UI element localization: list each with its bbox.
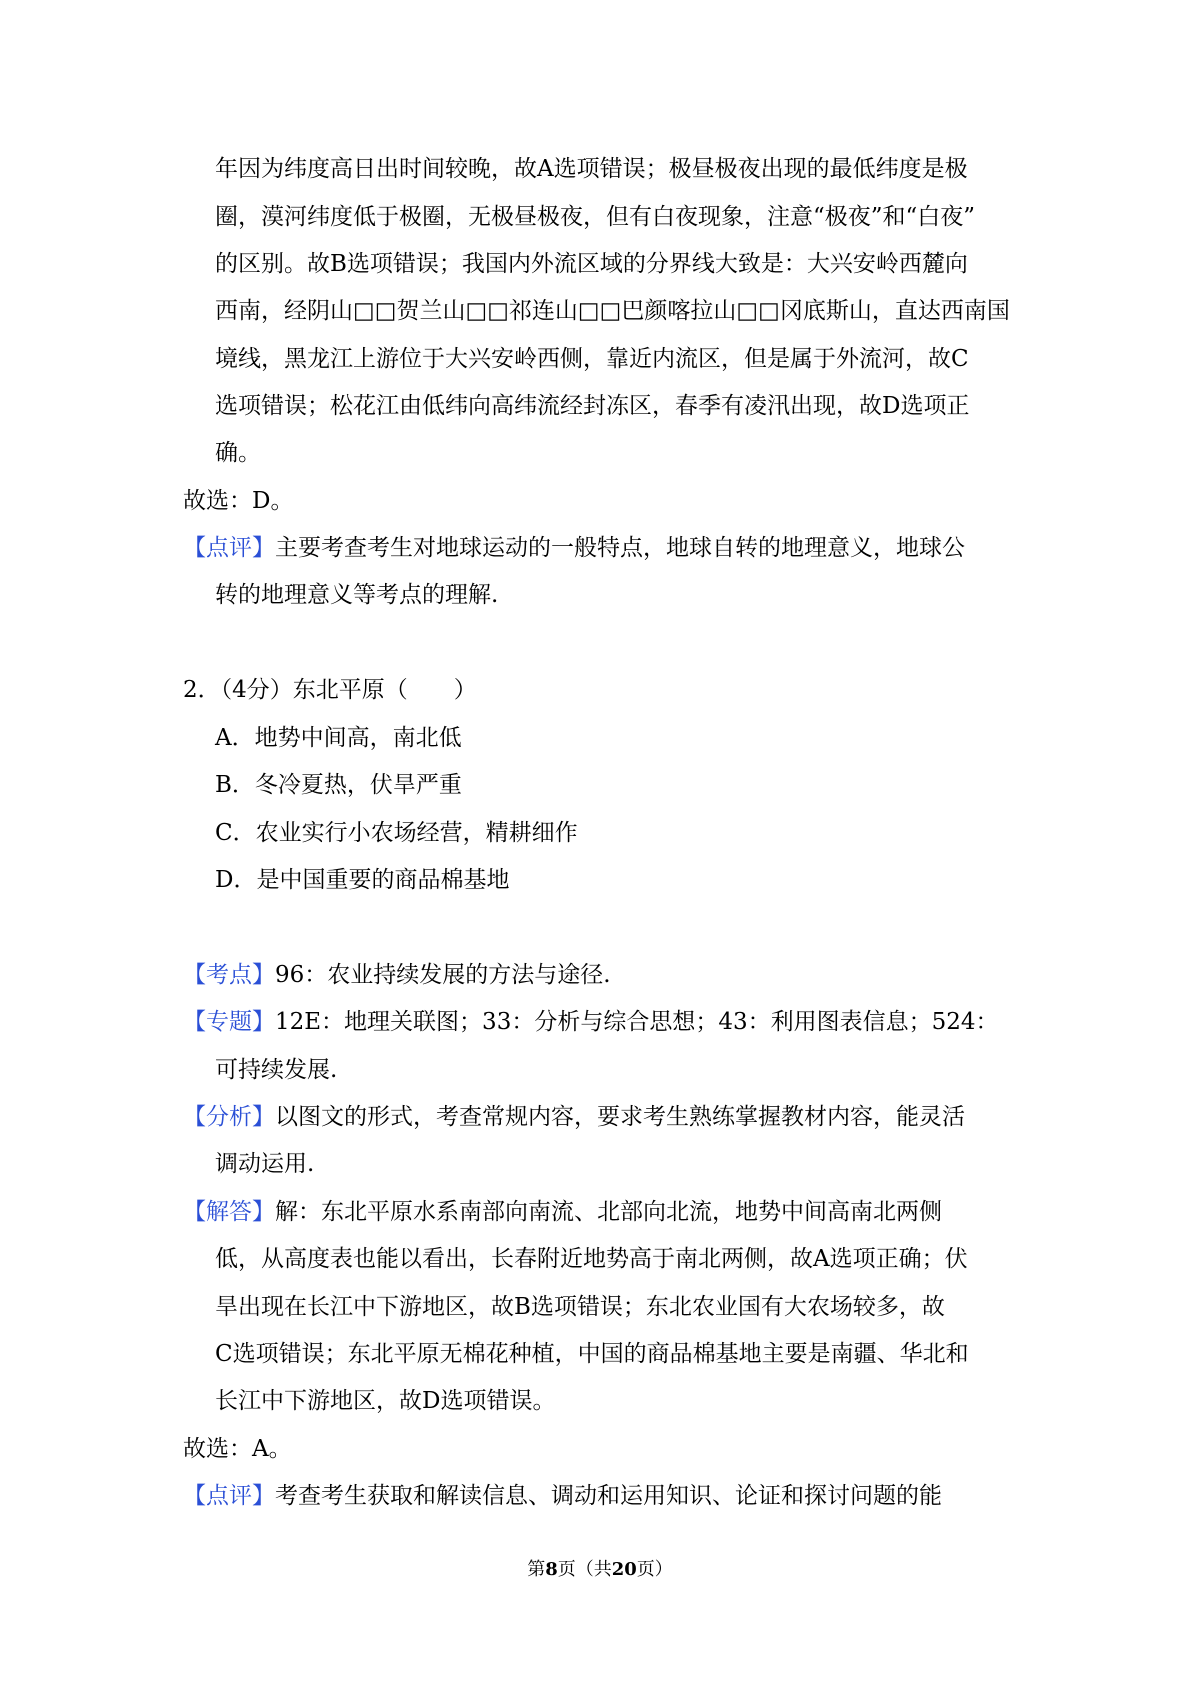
prev-answer-line-3: 的区别。故B选项错误；我国内外流区域的分界线大致是：大兴安岭西麓向 bbox=[215, 251, 968, 277]
prev-answer-line-7: 确。 bbox=[215, 440, 261, 466]
dianping-text: 考查考生获取和解读信息、调动和运用知识、论证和探讨问题的能 bbox=[275, 1483, 942, 1509]
footer-page-number: 8 bbox=[545, 1559, 558, 1580]
question-2-option-b: B．冬冷夏热，伏旱严重 bbox=[215, 772, 462, 798]
fenxi-text: 以图文的形式，考查常规内容，要求考生熟练掌握教材内容，能灵活 bbox=[275, 1104, 965, 1130]
jieda-line-3: 旱出现在长江中下游地区，故B选项错误；东北农业国有大农场较多，故 bbox=[215, 1294, 945, 1320]
jieda-line-4: C选项错误；东北平原无棉花种植，中国的商品棉基地主要是南疆、华北和 bbox=[215, 1341, 969, 1367]
comment-text: 主要考查考生对地球运动的一般特点，地球自转的地理意义，地球公 bbox=[275, 535, 965, 561]
prev-comment-line-2: 转的地理意义等考点的理解. bbox=[215, 582, 499, 608]
prev-answer-choice: 故选：D。 bbox=[183, 488, 294, 514]
prev-answer-line-6: 选项错误；松花江由低纬向高纬流经封冻区，春季有凌汛出现，故D选项正 bbox=[215, 393, 970, 419]
jieda-line-5: 长江中下游地区，故D选项错误。 bbox=[215, 1388, 556, 1414]
footer-middle: 页（共 bbox=[557, 1559, 612, 1580]
prev-answer-line-5: 境线，黑龙江上游位于大兴安岭西侧，靠近内流区，但是属于外流河，故C bbox=[215, 346, 969, 372]
question-2-option-a: A．地势中间高，南北低 bbox=[215, 725, 462, 751]
kaodian-line bbox=[183, 952, 611, 999]
question-2-choice: 故选：A。 bbox=[183, 1436, 292, 1462]
kaodian-tag: 【考点】 bbox=[183, 962, 275, 988]
zhuanti-line-2: 可持续发展. bbox=[215, 1057, 338, 1083]
prev-answer-line-4: 西南，经阴山□□贺兰山□□祁连山□□巴颜喀拉山□□冈底斯山，直达西南国 bbox=[215, 298, 1010, 324]
jieda-line-2: 低，从高度表也能以看出，长春附近地势高于南北两侧，故A选项正确；伏 bbox=[215, 1246, 968, 1272]
footer-prefix: 第 bbox=[527, 1559, 546, 1580]
jieda-tag: 【解答】 bbox=[183, 1199, 275, 1225]
zhuanti-text: 12E：地理关联图；33：分析与综合思想；43：利用图表信息；524： bbox=[275, 1009, 999, 1035]
question-2-option-d: D．是中国重要的商品棉基地 bbox=[215, 867, 510, 893]
dianping-line bbox=[183, 1473, 942, 1520]
fenxi-line-1 bbox=[183, 1094, 965, 1141]
fenxi-tag: 【分析】 bbox=[183, 1104, 275, 1130]
jieda-line-1 bbox=[183, 1189, 942, 1236]
dianping-tag: 【点评】 bbox=[183, 1483, 275, 1509]
kaodian-text: 96：农业持续发展的方法与途径. bbox=[275, 962, 611, 988]
jieda-text: 解：东北平原水系南部向南流、北部向北流，地势中间高南北两侧 bbox=[275, 1199, 942, 1225]
question-2-option-c: C．农业实行小农场经营，精耕细作 bbox=[215, 820, 578, 846]
question-2-stem: 2．（4分）东北平原（ ） bbox=[183, 677, 477, 703]
prev-comment-line-1 bbox=[183, 525, 965, 572]
prev-answer-line-1: 年因为纬度高日出时间较晚，故A选项错误；极昼极夜出现的最低纬度是极 bbox=[215, 156, 968, 182]
comment-tag: 【点评】 bbox=[183, 535, 275, 561]
zhuanti-tag: 【专题】 bbox=[183, 1009, 275, 1035]
zhuanti-line-1 bbox=[183, 999, 999, 1046]
footer-suffix: 页） bbox=[636, 1559, 673, 1580]
fenxi-line-2: 调动运用. bbox=[215, 1151, 315, 1177]
page-footer bbox=[0, 1556, 1200, 1584]
footer-total-pages: 20 bbox=[611, 1559, 637, 1580]
prev-answer-line-2: 圈，漠河纬度低于极圈，无极昼极夜，但有白夜现象，注意“极夜”和“白夜” bbox=[215, 204, 976, 230]
